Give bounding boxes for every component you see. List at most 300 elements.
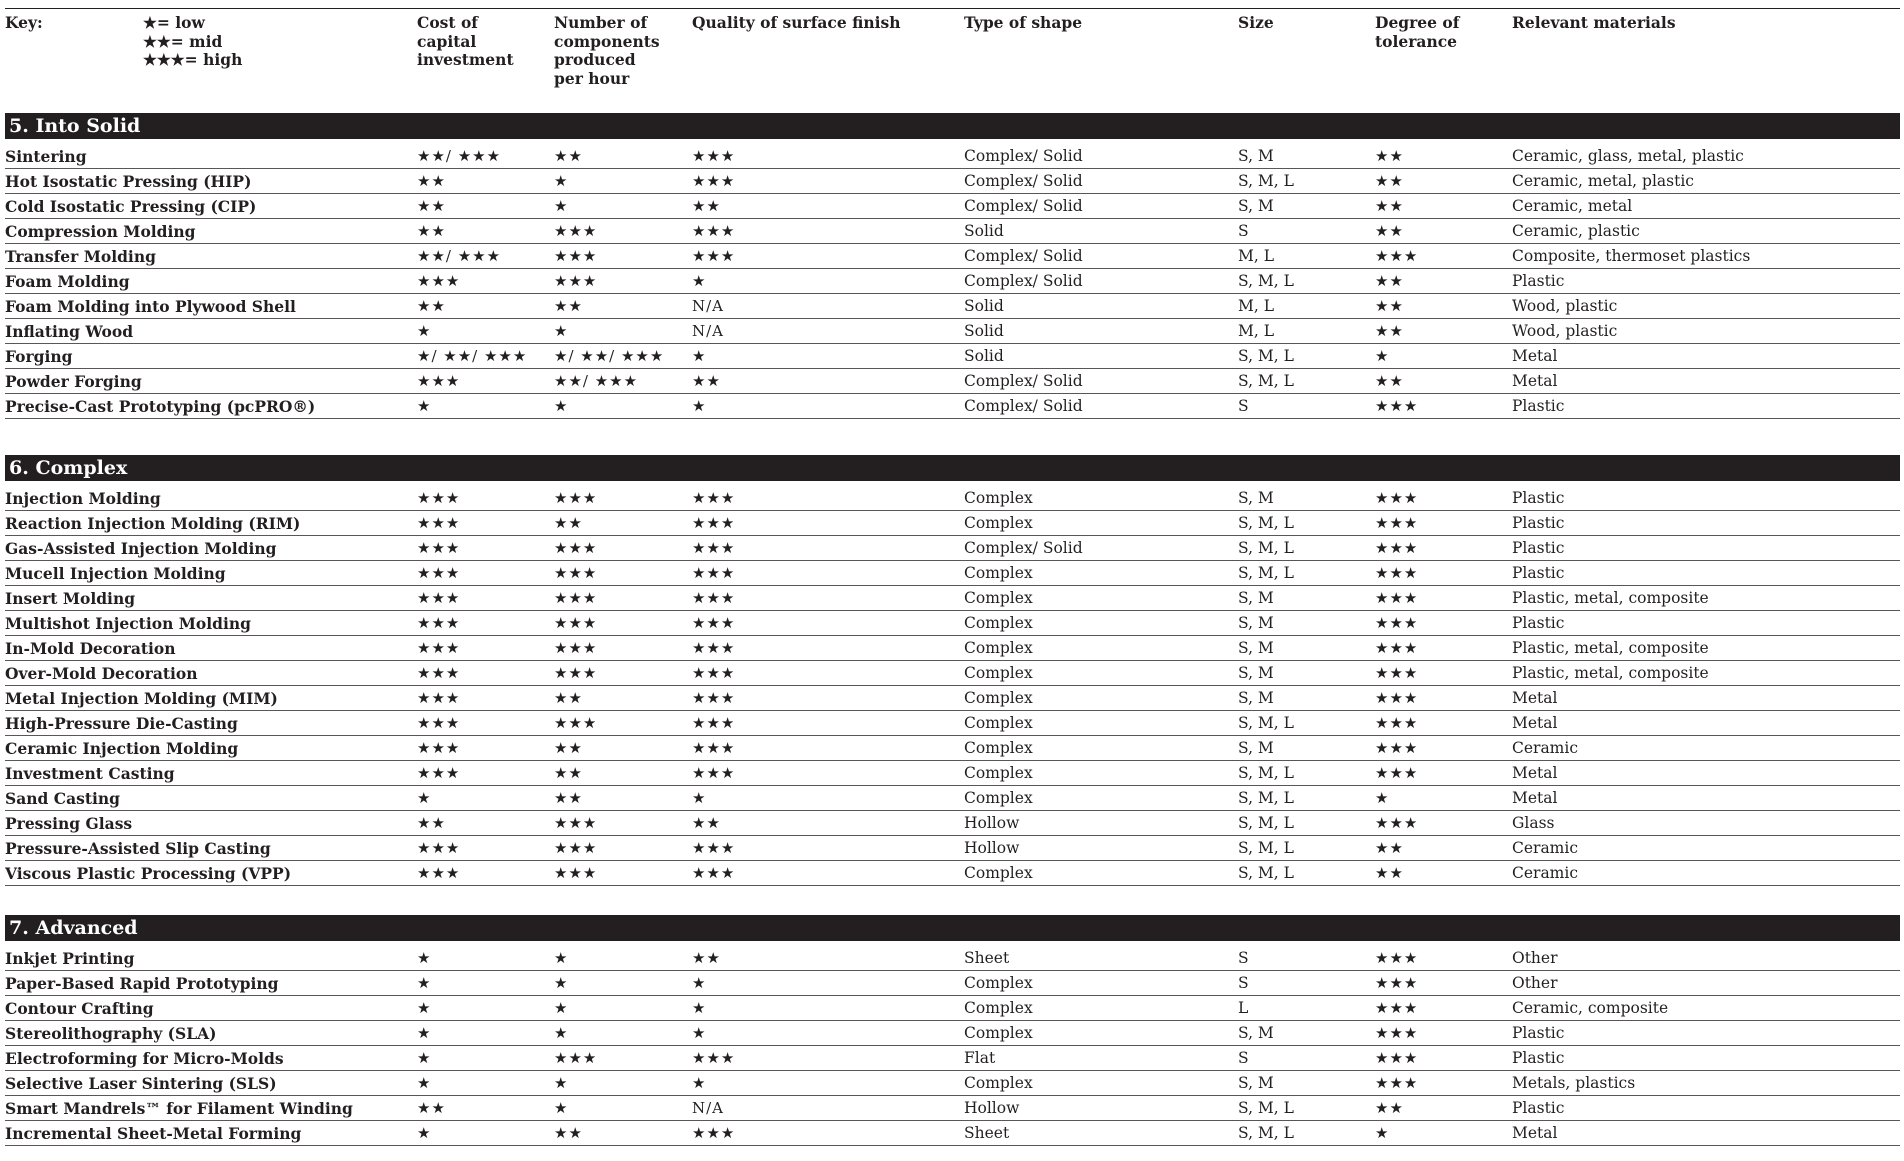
cost-rating: ★ (417, 319, 554, 344)
table-row (5, 344, 1900, 369)
cost-rating: ★★ (417, 811, 554, 836)
output-rating: ★★★ (554, 269, 692, 294)
cost-rating: ★★/ ★★★ (417, 244, 554, 269)
col-header-size: Size (1238, 13, 1274, 32)
shape-type: Complex (964, 711, 1238, 736)
materials: Ceramic (1512, 736, 1900, 761)
process-name: Pressing Glass (5, 811, 417, 836)
cost-rating: ★★ (417, 194, 554, 219)
shape-type: Complex (964, 971, 1238, 996)
process-name: Smart Mandrels™ for Filament Winding (5, 1096, 417, 1121)
shape-type: Complex (964, 636, 1238, 661)
process-name: Multishot Injection Molding (5, 611, 417, 636)
tolerance-rating: ★★★ (1375, 536, 1512, 561)
tolerance-rating: ★ (1375, 1121, 1512, 1146)
finish-rating: ★★★ (692, 244, 964, 269)
shape-type: Complex (964, 586, 1238, 611)
size: S, M (1238, 144, 1375, 169)
shape-type: Complex (964, 511, 1238, 536)
finish-rating: ★★ (692, 369, 964, 394)
shape-type: Complex (964, 661, 1238, 686)
process-name: Pressure-Assisted Slip Casting (5, 836, 417, 861)
cost-rating: ★★ (417, 219, 554, 244)
materials: Plastic (1512, 611, 1900, 636)
shape-type: Flat (964, 1046, 1238, 1071)
materials: Plastic (1512, 511, 1900, 536)
materials: Wood, plastic (1512, 319, 1900, 344)
key-cell (5, 9, 417, 111)
size: S, M, L (1238, 344, 1375, 369)
shape-type: Complex/ Solid (964, 244, 1238, 269)
header-row (5, 9, 1900, 111)
cost-rating: ★★ (417, 1096, 554, 1121)
table-row (5, 244, 1900, 269)
materials: Metal (1512, 344, 1900, 369)
shape-type: Solid (964, 319, 1238, 344)
output-rating: ★ (554, 1096, 692, 1121)
size: S, M, L (1238, 761, 1375, 786)
table-row (5, 1046, 1900, 1071)
shape-type: Solid (964, 294, 1238, 319)
tolerance-rating: ★★★ (1375, 1071, 1512, 1096)
process-name: Gas-Assisted Injection Molding (5, 536, 417, 561)
key-low: ★= low (143, 13, 205, 32)
materials: Plastic (1512, 561, 1900, 586)
output-rating: ★ (554, 319, 692, 344)
tolerance-rating: ★ (1375, 344, 1512, 369)
output-rating: ★★★ (554, 836, 692, 861)
process-name: Investment Casting (5, 761, 417, 786)
shape-type: Complex/ Solid (964, 144, 1238, 169)
table-row (5, 169, 1900, 194)
table-row (5, 1021, 1900, 1046)
shape-type: Complex (964, 1021, 1238, 1046)
cost-rating: ★★★ (417, 486, 554, 511)
cost-rating: ★ (417, 1046, 554, 1071)
tolerance-rating: ★★ (1375, 861, 1512, 886)
tolerance-rating: ★★★ (1375, 511, 1512, 536)
shape-type: Complex (964, 486, 1238, 511)
finish-rating: ★★ (692, 194, 964, 219)
tolerance-rating: ★★ (1375, 1096, 1512, 1121)
materials: Plastic (1512, 1046, 1900, 1071)
materials: Plastic (1512, 536, 1900, 561)
size: S, M (1238, 611, 1375, 636)
output-rating: ★★/ ★★★ (554, 369, 692, 394)
table-row (5, 1121, 1900, 1146)
materials: Ceramic (1512, 861, 1900, 886)
size: S, M, L (1238, 369, 1375, 394)
size: S, M, L (1238, 169, 1375, 194)
cost-rating: ★ (417, 1121, 554, 1146)
tolerance-rating: ★★ (1375, 144, 1512, 169)
size: S, M (1238, 486, 1375, 511)
size: S (1238, 394, 1375, 419)
table-row (5, 269, 1900, 294)
finish-rating: ★★ (692, 946, 964, 971)
key-high: ★★★= high (143, 50, 243, 69)
materials: Other (1512, 971, 1900, 996)
finish-rating: ★★★ (692, 586, 964, 611)
materials: Ceramic, glass, metal, plastic (1512, 144, 1900, 169)
shape-type: Solid (964, 219, 1238, 244)
cost-rating: ★★★ (417, 661, 554, 686)
cost-rating: ★★★ (417, 561, 554, 586)
section-body (5, 455, 1900, 886)
shape-type: Solid (964, 344, 1238, 369)
finish-rating: ★★★ (692, 486, 964, 511)
table-row (5, 836, 1900, 861)
cost-rating: ★★★ (417, 836, 554, 861)
finish-rating: ★ (692, 269, 964, 294)
tolerance-rating: ★★★ (1375, 971, 1512, 996)
finish-rating: ★★★ (692, 511, 964, 536)
cost-rating: ★ (417, 1021, 554, 1046)
output-rating: ★ (554, 194, 692, 219)
cost-rating: ★★★ (417, 736, 554, 761)
materials: Metal (1512, 761, 1900, 786)
size: S, M, L (1238, 561, 1375, 586)
key-label: Key: (5, 13, 43, 32)
finish-rating: ★★★ (692, 761, 964, 786)
process-name: High-Pressure Die-Casting (5, 711, 417, 736)
process-name: Precise-Cast Prototyping (pcPRO®) (5, 394, 417, 419)
table-row (5, 761, 1900, 786)
section-title: 7. Advanced (5, 915, 1900, 941)
materials: Plastic (1512, 394, 1900, 419)
shape-type: Complex (964, 611, 1238, 636)
tolerance-rating: ★★ (1375, 269, 1512, 294)
size: L (1238, 996, 1375, 1021)
shape-type: Complex/ Solid (964, 394, 1238, 419)
output-rating: ★★ (554, 294, 692, 319)
materials: Plastic (1512, 1021, 1900, 1046)
size: S, M (1238, 586, 1375, 611)
output-rating: ★★★ (554, 1046, 692, 1071)
shape-type: Complex/ Solid (964, 194, 1238, 219)
size: S, M, L (1238, 861, 1375, 886)
table-row (5, 194, 1900, 219)
cost-rating: ★ (417, 996, 554, 1021)
section-body (5, 915, 1900, 1146)
process-name: Over-Mold Decoration (5, 661, 417, 686)
tolerance-rating: ★★★ (1375, 244, 1512, 269)
output-rating: ★★★ (554, 244, 692, 269)
shape-type: Complex (964, 786, 1238, 811)
table-row (5, 971, 1900, 996)
materials: Metal (1512, 786, 1900, 811)
finish-rating: ★★★ (692, 836, 964, 861)
size: M, L (1238, 319, 1375, 344)
shape-type: Complex (964, 996, 1238, 1021)
materials: Ceramic (1512, 836, 1900, 861)
header-table (5, 8, 1900, 110)
cost-rating: ★★★ (417, 686, 554, 711)
tolerance-rating: ★★ (1375, 836, 1512, 861)
tolerance-rating: ★★★ (1375, 561, 1512, 586)
cost-rating: ★★★ (417, 536, 554, 561)
shape-type: Complex/ Solid (964, 169, 1238, 194)
tolerance-rating: ★★ (1375, 169, 1512, 194)
tolerance-rating: ★★★ (1375, 811, 1512, 836)
materials: Plastic, metal, composite (1512, 661, 1900, 686)
tolerance-rating: ★★★ (1375, 636, 1512, 661)
materials: Plastic, metal, composite (1512, 586, 1900, 611)
shape-type: Hollow (964, 811, 1238, 836)
key-mid: ★★= mid (143, 31, 223, 51)
table-row (5, 861, 1900, 886)
process-name: Sintering (5, 144, 417, 169)
cost-rating: ★★ (417, 169, 554, 194)
tolerance-rating: ★★★ (1375, 711, 1512, 736)
size: S, M, L (1238, 836, 1375, 861)
table-row (5, 511, 1900, 536)
shape-type: Sheet (964, 1121, 1238, 1146)
cost-rating: ★★★ (417, 611, 554, 636)
process-name: Powder Forging (5, 369, 417, 394)
process-name: Transfer Molding (5, 244, 417, 269)
shape-type: Complex/ Solid (964, 536, 1238, 561)
output-rating: ★ (554, 971, 692, 996)
cost-rating: ★★★ (417, 861, 554, 886)
materials: Plastic (1512, 269, 1900, 294)
output-rating: ★★ (554, 786, 692, 811)
finish-rating: N/A (692, 1096, 964, 1121)
cost-rating: ★★★ (417, 511, 554, 536)
tolerance-rating: ★★★ (1375, 586, 1512, 611)
output-rating: ★★★ (554, 711, 692, 736)
finish-rating: ★★★ (692, 861, 964, 886)
tolerance-rating: ★★★ (1375, 486, 1512, 511)
col-header-cost: Cost of capital investment (417, 13, 514, 69)
size: S, M (1238, 1021, 1375, 1046)
table-row (5, 219, 1900, 244)
section-header (5, 915, 1900, 941)
size: S, M, L (1238, 711, 1375, 736)
materials: Other (1512, 946, 1900, 971)
process-name: Selective Laser Sintering (SLS) (5, 1071, 417, 1096)
process-name: Electroforming for Micro-Molds (5, 1046, 417, 1071)
tolerance-rating: ★★★ (1375, 736, 1512, 761)
materials: Ceramic, metal (1512, 194, 1900, 219)
output-rating: ★★★ (554, 811, 692, 836)
table-row (5, 369, 1900, 394)
process-name: Cold Isostatic Pressing (CIP) (5, 194, 417, 219)
materials: Metal (1512, 711, 1900, 736)
table-row (5, 144, 1900, 169)
table-row (5, 294, 1900, 319)
output-rating: ★★ (554, 511, 692, 536)
process-name: Stereolithography (SLA) (5, 1021, 417, 1046)
process-name: Foam Molding into Plywood Shell (5, 294, 417, 319)
size: S, M, L (1238, 511, 1375, 536)
materials: Ceramic, composite (1512, 996, 1900, 1021)
output-rating: ★ (554, 1021, 692, 1046)
table-row (5, 711, 1900, 736)
output-rating: ★ (554, 946, 692, 971)
col-header-tolerance: Degree of tolerance (1375, 13, 1460, 51)
section-header (5, 455, 1900, 481)
materials: Wood, plastic (1512, 294, 1900, 319)
materials: Metal (1512, 369, 1900, 394)
col-header-materials: Relevant materials (1512, 13, 1676, 32)
cost-rating: ★/ ★★/ ★★★ (417, 344, 554, 369)
finish-rating: ★ (692, 344, 964, 369)
table-row (5, 811, 1900, 836)
cost-rating: ★ (417, 1071, 554, 1096)
finish-rating: ★★★ (692, 1046, 964, 1071)
process-name: Mucell Injection Molding (5, 561, 417, 586)
finish-rating: ★★★ (692, 219, 964, 244)
materials: Metal (1512, 1121, 1900, 1146)
section-title: 5. Into Solid (5, 113, 1900, 139)
table-row (5, 1071, 1900, 1096)
finish-rating: ★ (692, 1071, 964, 1096)
cost-rating: ★★★ (417, 711, 554, 736)
section-into-solid (5, 113, 1900, 419)
tolerance-rating: ★★★ (1375, 686, 1512, 711)
table-row (5, 946, 1900, 971)
finish-rating: ★★★ (692, 661, 964, 686)
finish-rating: ★★★ (692, 611, 964, 636)
materials: Plastic (1512, 1096, 1900, 1121)
table-row (5, 536, 1900, 561)
tolerance-rating: ★★ (1375, 294, 1512, 319)
tolerance-rating: ★★ (1375, 319, 1512, 344)
output-rating: ★ (554, 996, 692, 1021)
materials: Metal (1512, 686, 1900, 711)
materials: Ceramic, plastic (1512, 219, 1900, 244)
shape-type: Complex (964, 561, 1238, 586)
output-rating: ★★★ (554, 611, 692, 636)
size: S, M (1238, 1071, 1375, 1096)
table-row (5, 586, 1900, 611)
cost-rating: ★★★ (417, 636, 554, 661)
tolerance-rating: ★★★ (1375, 1046, 1512, 1071)
size: S, M, L (1238, 1096, 1375, 1121)
cost-rating: ★★★ (417, 761, 554, 786)
cost-rating: ★ (417, 394, 554, 419)
tolerance-rating: ★ (1375, 786, 1512, 811)
output-rating: ★★★ (554, 586, 692, 611)
output-rating: ★★★ (554, 536, 692, 561)
finish-rating: ★★★ (692, 169, 964, 194)
cost-rating: ★ (417, 946, 554, 971)
table-row (5, 661, 1900, 686)
process-name: Injection Molding (5, 486, 417, 511)
finish-rating: ★★★ (692, 144, 964, 169)
table-row (5, 1096, 1900, 1121)
finish-rating: ★ (692, 394, 964, 419)
process-name: Foam Molding (5, 269, 417, 294)
size: S, M (1238, 686, 1375, 711)
finish-rating: ★★★ (692, 686, 964, 711)
finish-rating: ★ (692, 786, 964, 811)
tolerance-rating: ★★ (1375, 369, 1512, 394)
process-name: Ceramic Injection Molding (5, 736, 417, 761)
size: S, M, L (1238, 811, 1375, 836)
key-lines (143, 14, 393, 70)
table-row (5, 319, 1900, 344)
section-advanced (5, 915, 1900, 1146)
materials: Plastic (1512, 486, 1900, 511)
table-row (5, 611, 1900, 636)
section-complex (5, 455, 1900, 886)
process-name: Paper-Based Rapid Prototyping (5, 971, 417, 996)
finish-rating: ★★★ (692, 736, 964, 761)
table-row (5, 561, 1900, 586)
output-rating: ★★★ (554, 561, 692, 586)
col-header-components-per-hour: Number of components produced per hour (554, 13, 660, 88)
process-name: Forging (5, 344, 417, 369)
size: S, M (1238, 194, 1375, 219)
shape-type: Hollow (964, 836, 1238, 861)
finish-rating: ★★★ (692, 536, 964, 561)
tolerance-rating: ★★ (1375, 219, 1512, 244)
shape-type: Complex/ Solid (964, 369, 1238, 394)
process-name: Contour Crafting (5, 996, 417, 1021)
table-row (5, 686, 1900, 711)
size: S, M, L (1238, 786, 1375, 811)
tolerance-rating: ★★★ (1375, 661, 1512, 686)
size: S, M, L (1238, 1121, 1375, 1146)
process-name: Insert Molding (5, 586, 417, 611)
size: S, M, L (1238, 269, 1375, 294)
size: S (1238, 1046, 1375, 1071)
tolerance-rating: ★★★ (1375, 761, 1512, 786)
output-rating: ★★★ (554, 861, 692, 886)
cost-rating: ★★ (417, 294, 554, 319)
materials: Composite, thermoset plastics (1512, 244, 1900, 269)
output-rating: ★★★ (554, 661, 692, 686)
process-name: Inkjet Printing (5, 946, 417, 971)
finish-rating: ★★ (692, 811, 964, 836)
process-name: In-Mold Decoration (5, 636, 417, 661)
cost-rating: ★★★ (417, 586, 554, 611)
table-row (5, 394, 1900, 419)
finish-rating: ★★★ (692, 1121, 964, 1146)
finish-rating: ★★★ (692, 711, 964, 736)
section-title: 6. Complex (5, 455, 1900, 481)
shape-type: Complex (964, 686, 1238, 711)
materials: Metals, plastics (1512, 1071, 1900, 1096)
output-rating: ★★★ (554, 636, 692, 661)
table-row (5, 636, 1900, 661)
size: S, M (1238, 636, 1375, 661)
shape-type: Sheet (964, 946, 1238, 971)
section-header (5, 113, 1900, 139)
process-name: Hot Isostatic Pressing (HIP) (5, 169, 417, 194)
finish-rating: ★★★ (692, 561, 964, 586)
shape-type: Complex (964, 861, 1238, 886)
tolerance-rating: ★★★ (1375, 946, 1512, 971)
shape-type: Complex (964, 761, 1238, 786)
output-rating: ★★ (554, 1121, 692, 1146)
tolerance-rating: ★★★ (1375, 394, 1512, 419)
shape-type: Complex (964, 1071, 1238, 1096)
size: S (1238, 971, 1375, 996)
size: S, M (1238, 736, 1375, 761)
shape-type: Complex/ Solid (964, 269, 1238, 294)
size: M, L (1238, 294, 1375, 319)
output-rating: ★/ ★★/ ★★★ (554, 344, 692, 369)
finish-rating: N/A (692, 319, 964, 344)
col-header-surface-finish: Quality of surface finish (692, 13, 901, 32)
col-header-shape-type: Type of shape (964, 13, 1083, 32)
output-rating: ★ (554, 169, 692, 194)
shape-type: Hollow (964, 1096, 1238, 1121)
finish-rating: ★★★ (692, 636, 964, 661)
